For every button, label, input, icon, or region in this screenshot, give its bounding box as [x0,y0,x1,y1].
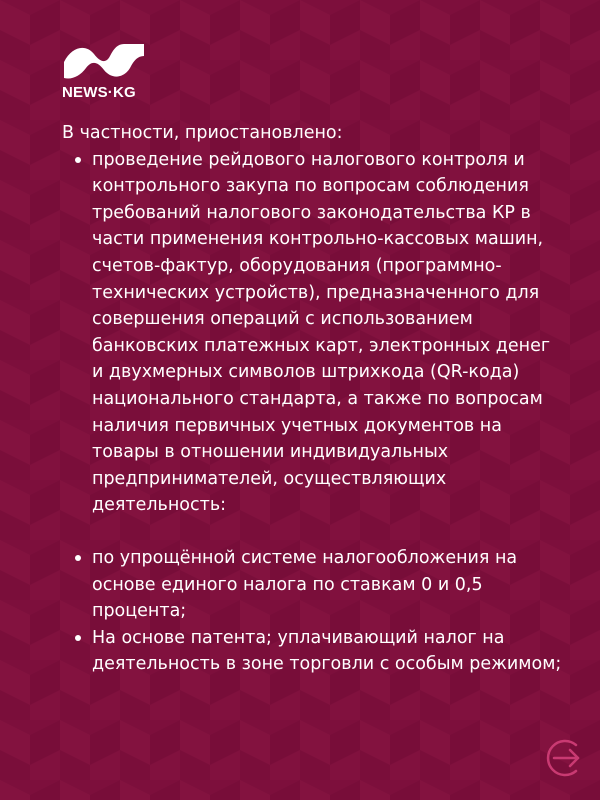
news-kg-logo-icon [62,40,146,80]
arrow-right-circle-icon[interactable] [546,738,586,778]
brand-name: NEWS·KG [62,84,136,101]
bullet-icon [75,555,81,561]
bullet-icon [75,157,81,163]
list-item [62,625,562,678]
suspended-list [62,147,562,678]
brand-logo [62,40,148,101]
list-item [62,147,562,519]
list-item-text: На основе патента; уплачивающий налог на деятельность в зоне торговли с особым режимом; [92,627,562,675]
list-item-text: проведение рейдового налогового контроля и контрольного закупа по вопросам соблюдения требований налогового законодательства КР в части применения контрольно-кассовых машин, счетов-фактур, оборудования (программно-технических устройств), предназначенного для совершения операций с использованием банковских платежных карт, электронных денег и двухмерных символов штрихкода (QR-кода) национального стандарта, а также по вопросам наличия первичных учетных документов на товары в отношении индивидуальных предпринимателей, осуществляющих деятельность: [92,149,551,516]
bullet-icon [75,635,81,641]
intro-text: В частности, приостановлено: [62,123,343,143]
list-item-text: по упрощённой системе налогообложения на основе единого налога по ставкам 0 и 0,5 процента; [92,547,518,622]
article-text [62,120,562,678]
list-item [62,545,562,625]
